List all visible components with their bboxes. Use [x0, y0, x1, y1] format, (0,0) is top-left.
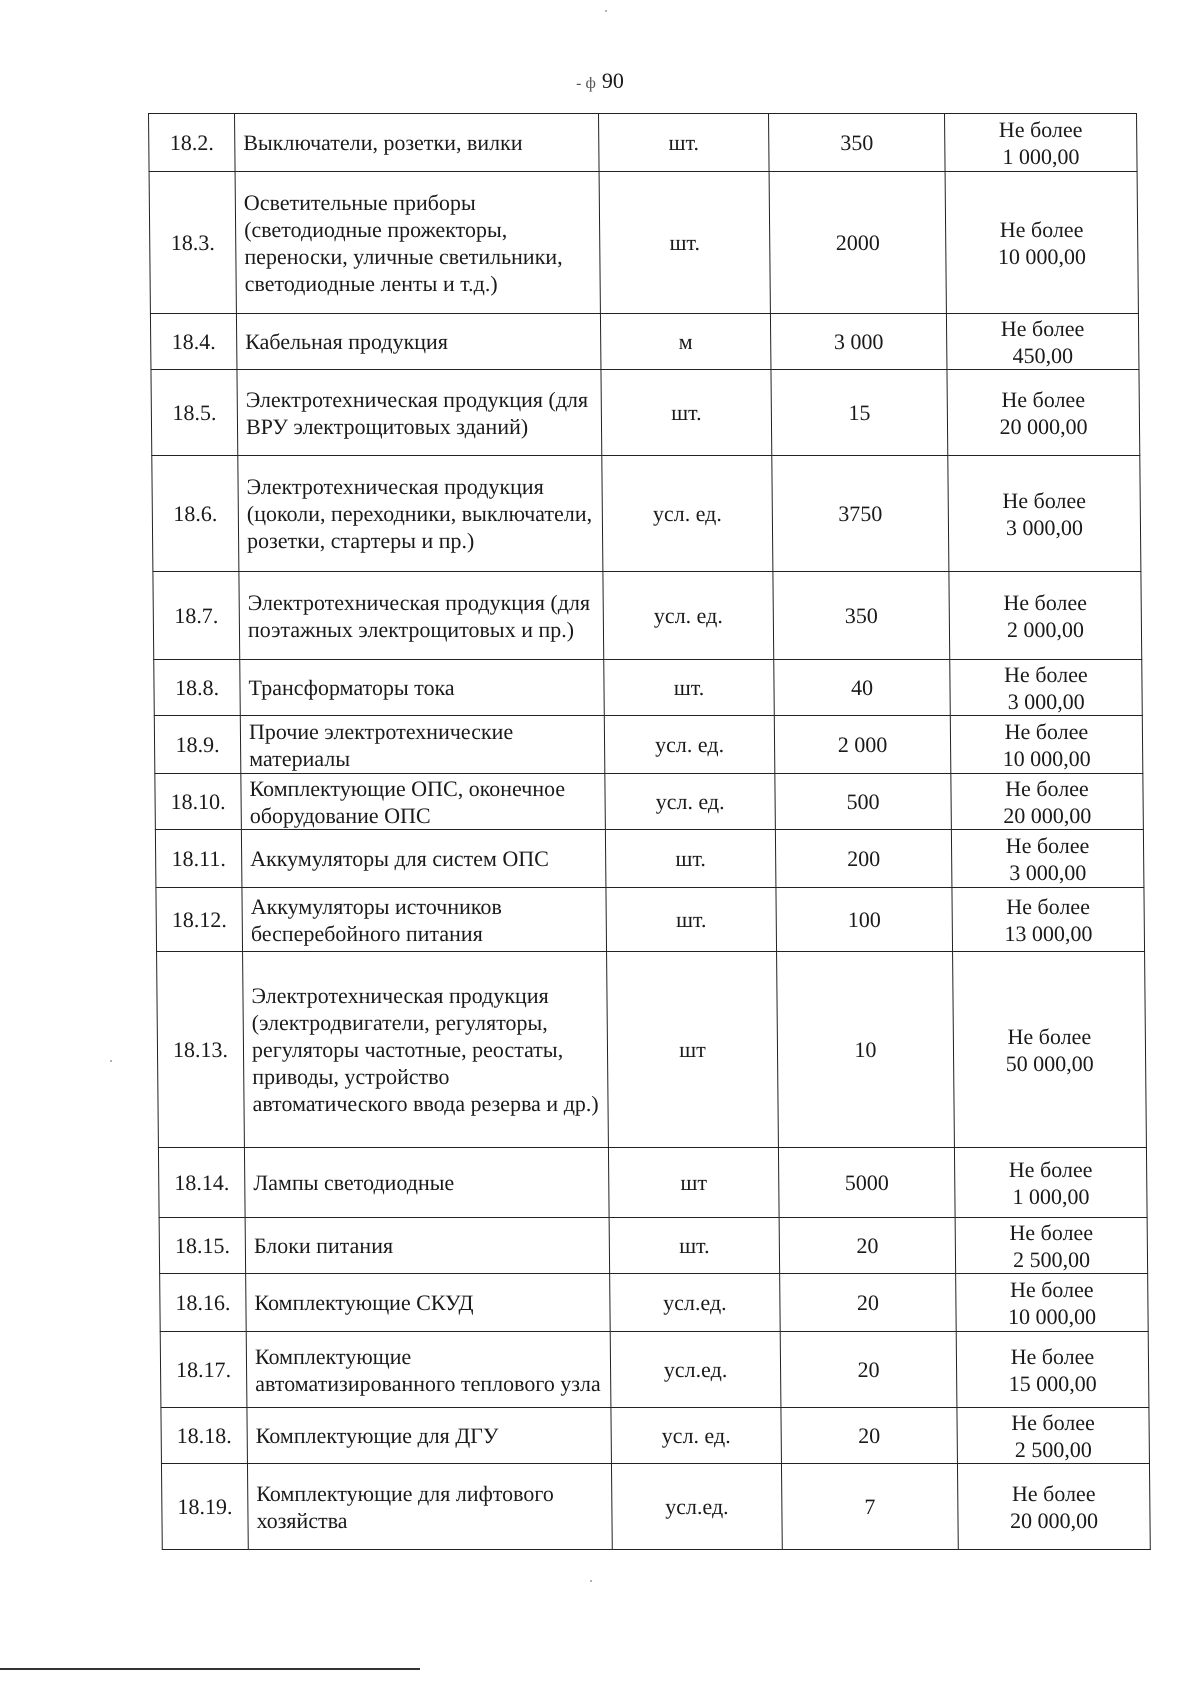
table-row: [155, 774, 1144, 830]
price-limit-label: Не более: [1002, 487, 1087, 513]
price-limit-label: Не более: [1003, 661, 1088, 687]
item-quantity-cell: 500: [775, 774, 952, 830]
item-number-cell: 18.4.: [150, 314, 237, 370]
item-price-cell: [945, 172, 1138, 314]
price-limit-label: Не более: [1004, 718, 1089, 744]
price-limit-label: Не более: [1010, 1343, 1095, 1369]
item-quantity-cell: 15: [771, 370, 948, 456]
item-number-cell: 18.3.: [149, 172, 236, 314]
item-number-cell: 18.7.: [153, 572, 240, 660]
price-value: 10 000,00: [1007, 1303, 1097, 1329]
price-value: 10 000,00: [1002, 745, 1091, 771]
price-value: 1 000,00: [1002, 143, 1080, 169]
price-limit-label: Не более: [1009, 1219, 1094, 1245]
item-price-cell: [946, 314, 1139, 370]
item-unit-cell: шт: [607, 952, 779, 1148]
price-limit-label: Не более: [1005, 832, 1090, 858]
item-unit-cell: шт.: [606, 888, 777, 952]
item-price-cell: [955, 1218, 1148, 1274]
item-name-cell: Аккумуляторы источников бесперебойного питания: [242, 888, 607, 952]
item-quantity-cell: 5000: [778, 1148, 955, 1218]
item-unit-cell: усл.ед.: [610, 1332, 781, 1408]
item-quantity-cell: 20: [780, 1332, 957, 1408]
item-name-cell: Электротехническая продукция (электродвигатели, регуляторы, регуляторы частотные, реостаты, приводы, устройство автоматического ввода резерва и др.): [243, 952, 609, 1148]
item-name-cell: Комплектующие ОПС, оконечное оборудование ОПС: [241, 774, 606, 830]
item-price-cell: [957, 1408, 1150, 1464]
item-quantity-cell: 200: [775, 830, 952, 888]
item-quantity-cell: 20: [781, 1408, 958, 1464]
price-value: 20 000,00: [1003, 802, 1092, 828]
item-price-cell: [945, 114, 1138, 172]
item-number-cell: 18.6.: [152, 456, 239, 572]
scan-speck: [110, 1060, 112, 1062]
item-quantity-cell: 40: [774, 660, 951, 716]
item-unit-cell: усл. ед.: [602, 456, 773, 572]
item-number-cell: 18.10.: [155, 774, 242, 830]
price-limit-label: Не более: [1006, 893, 1091, 919]
item-quantity-cell: 20: [779, 1218, 956, 1274]
item-unit-cell: усл. ед.: [604, 716, 775, 774]
item-price-cell: [950, 660, 1143, 716]
table-row: [154, 716, 1143, 774]
item-quantity-cell: 20: [780, 1274, 957, 1332]
price-value: 3 000,00: [1009, 859, 1087, 885]
table-row: [158, 1148, 1147, 1218]
item-price-cell: [947, 370, 1140, 456]
item-unit-cell: шт.: [605, 830, 776, 888]
table-row: [157, 952, 1147, 1148]
item-quantity-cell: 100: [776, 888, 953, 952]
table-row: [155, 830, 1144, 888]
item-name-cell: Комплектующие СКУД: [246, 1274, 611, 1332]
item-price-cell: [954, 1148, 1147, 1218]
item-number-cell: 18.9.: [154, 716, 241, 774]
item-name-cell: Электротехническая продукция (для поэтажных электрощитовых и пр.): [239, 572, 604, 660]
item-unit-cell: шт.: [609, 1218, 780, 1274]
item-price-cell: [949, 572, 1142, 660]
item-name-cell: Прочие электротехнические материалы: [240, 716, 605, 774]
table-row: [160, 1332, 1149, 1408]
item-number-cell: 18.15.: [159, 1218, 246, 1274]
item-price-cell: [952, 888, 1145, 952]
item-price-cell: [956, 1274, 1149, 1332]
item-unit-cell: шт.: [601, 370, 772, 456]
item-name-cell: Электротехническая продукция (цоколи, переходники, выключатели, розетки, стартеры и пр.): [238, 456, 603, 572]
table-row: [149, 114, 1138, 172]
table-row: [160, 1274, 1149, 1332]
item-number-cell: 18.17.: [160, 1332, 247, 1408]
item-price-cell: [950, 716, 1143, 774]
item-number-cell: 18.5.: [151, 370, 238, 456]
item-number-cell: 18.14.: [158, 1148, 245, 1218]
price-limit-label: Не более: [1000, 315, 1085, 341]
item-quantity-cell: 350: [769, 114, 946, 172]
price-value: 15 000,00: [1008, 1370, 1097, 1396]
item-number-cell: 18.19.: [161, 1464, 248, 1550]
item-price-cell: [951, 774, 1144, 830]
page-number: [0, 68, 1200, 94]
item-unit-cell: усл.ед.: [610, 1274, 781, 1332]
item-quantity-cell: 2000: [769, 172, 946, 314]
item-price-cell: [953, 952, 1147, 1148]
price-limit-label: Не более: [1009, 1276, 1094, 1302]
price-limit-label: Не более: [998, 116, 1083, 142]
item-number-cell: 18.12.: [156, 888, 243, 952]
item-quantity-cell: 350: [773, 572, 950, 660]
item-unit-cell: усл. ед.: [603, 572, 774, 660]
price-value: 3 000,00: [1005, 514, 1084, 540]
item-unit-cell: м: [600, 314, 771, 370]
price-value: 3 000,00: [1007, 688, 1085, 714]
item-name-cell: Кабельная продукция: [236, 314, 601, 370]
scan-speck: [590, 1580, 592, 1582]
scan-speck: [605, 10, 607, 12]
item-quantity-cell: 3 000: [770, 314, 947, 370]
item-number-cell: 18.18.: [161, 1408, 248, 1464]
items-table: [148, 113, 1151, 1550]
scan-edge-line: [0, 1668, 420, 1670]
item-quantity-cell: 7: [781, 1464, 958, 1550]
item-name-cell: Осветительные приборы (светодиодные прожекторы, переноски, уличные светильники, светодиодные ленты и т.д.): [235, 172, 600, 314]
item-unit-cell: усл. ед.: [611, 1408, 782, 1464]
item-number-cell: 18.16.: [160, 1274, 247, 1332]
price-value: 20 000,00: [999, 413, 1088, 439]
item-quantity-cell: 2 000: [774, 716, 951, 774]
item-price-cell: [948, 456, 1141, 572]
price-limit-label: Не более: [1005, 775, 1089, 801]
price-value: 50 000,00: [1005, 1050, 1094, 1076]
price-limit-label: Не более: [1001, 386, 1086, 412]
price-value: 2 500,00: [1014, 1436, 1092, 1462]
table-row: [161, 1408, 1150, 1464]
price-value: 20 000,00: [1009, 1507, 1099, 1533]
item-number-cell: 18.8.: [154, 660, 241, 716]
table-row: [152, 456, 1141, 572]
item-price-cell: [956, 1332, 1149, 1408]
table-row: [154, 660, 1143, 716]
item-name-cell: Лампы светодиодные: [244, 1148, 609, 1218]
item-name-cell: Трансформаторы тока: [240, 660, 605, 716]
item-unit-cell: усл.ед.: [611, 1464, 782, 1550]
item-unit-cell: усл. ед.: [605, 774, 776, 830]
price-limit-label: Не более: [999, 216, 1084, 242]
table-row: [156, 888, 1145, 952]
price-value: 2 500,00: [1012, 1246, 1091, 1272]
item-name-cell: Аккумуляторы для систем ОПС: [241, 830, 606, 888]
table-row: [149, 172, 1138, 314]
item-unit-cell: шт.: [599, 114, 770, 172]
price-limit-label: Не более: [1003, 589, 1088, 615]
price-limit-label: Не более: [1007, 1023, 1092, 1049]
price-value: 1 000,00: [1012, 1183, 1090, 1209]
items-table-body: [149, 114, 1151, 1550]
item-price-cell: [957, 1464, 1150, 1550]
table-row: [159, 1218, 1148, 1274]
item-quantity-cell: 10: [777, 952, 955, 1148]
item-quantity-cell: 3750: [772, 456, 949, 572]
item-name-cell: Комплектующие автоматизированного теплового узла: [246, 1332, 611, 1408]
item-name-cell: Комплектующие для ДГУ: [247, 1408, 612, 1464]
page-number-value: 90: [601, 68, 624, 93]
item-price-cell: [951, 830, 1144, 888]
item-unit-cell: шт.: [599, 172, 770, 314]
price-value: 2 000,00: [1006, 616, 1085, 642]
item-number-cell: 18.2.: [149, 114, 236, 172]
item-name-cell: Комплектующие для лифтового хозяйства: [247, 1464, 612, 1550]
item-number-cell: 18.11.: [155, 830, 242, 888]
item-name-cell: Блоки питания: [245, 1218, 610, 1274]
item-unit-cell: шт: [608, 1148, 779, 1218]
table-row: [153, 572, 1142, 660]
price-value: 10 000,00: [997, 243, 1086, 269]
price-limit-label: Не более: [1011, 1480, 1096, 1506]
item-name-cell: Электротехническая продукция (для ВРУ электрощитовых зданий): [237, 370, 602, 456]
page-mark: - ф: [576, 75, 596, 92]
item-name-cell: Выключатели, розетки, вилки: [235, 114, 600, 172]
table-row: [151, 370, 1140, 456]
item-unit-cell: шт.: [604, 660, 775, 716]
price-limit-label: Не более: [1011, 1409, 1095, 1435]
item-number-cell: 18.13.: [157, 952, 245, 1148]
price-value: 13 000,00: [1004, 920, 1093, 946]
table-row: [161, 1464, 1150, 1550]
price-limit-label: Не более: [1008, 1156, 1093, 1182]
table-row: [150, 314, 1139, 370]
price-value: 450,00: [1012, 342, 1074, 368]
